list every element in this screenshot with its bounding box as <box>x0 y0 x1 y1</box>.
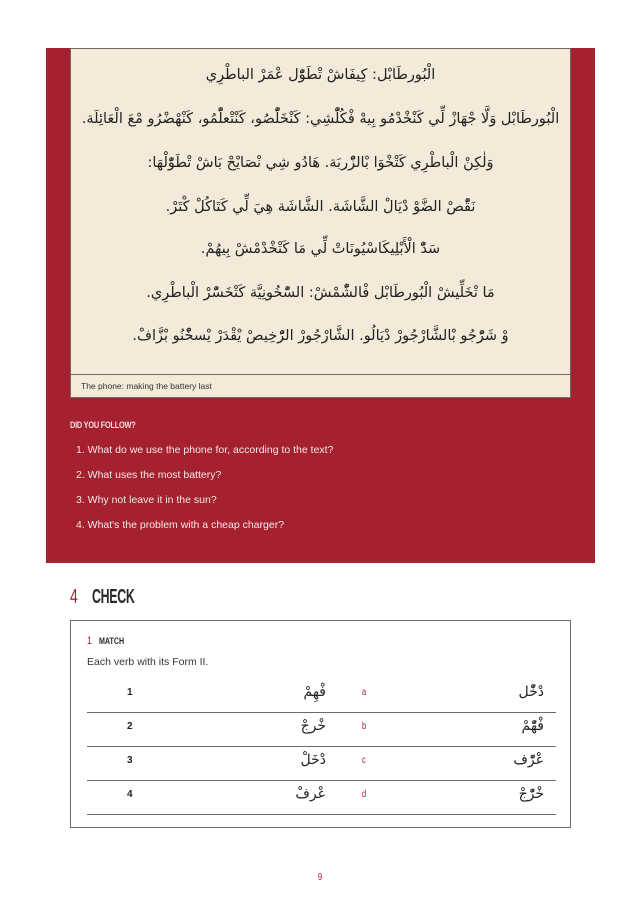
verb-form1: فْهِمْ <box>303 684 326 700</box>
verb-form2: فْهّْمْ <box>521 718 544 734</box>
row-number: 2 <box>127 721 133 732</box>
match-row <box>87 713 556 747</box>
verb-form2: عْرّْف <box>513 752 544 768</box>
reading-card <box>70 48 571 398</box>
exercise-number: 1 <box>87 635 92 647</box>
reading-line: الْبُورطَابْل وَلَّا جْهَازْ لِّي كَنْخْدْمُو بِيهْ فْكُلّْشِي: كَنْخَلّْصُو، كَنْتْعلّْمُو، كَنْهْضْرُو مْعَ الْعَائِلَة. <box>81 111 560 127</box>
option-letter: d <box>362 789 367 800</box>
verb-form1: دْخَلْ <box>300 752 326 768</box>
reading-line: نَقّْصْ الضَّوْ دْيَالْ الشَّاشَة. الشَّاشَة هِيَ لِّي كَتَاكُلْ كْتَرْ. <box>165 199 476 215</box>
match-row <box>87 679 556 713</box>
question-item: 3. Why not leave it in the sun? <box>76 494 217 506</box>
verb-form1: عْرفْ <box>295 786 326 802</box>
match-exercise-box <box>70 620 571 828</box>
did-you-follow-heading: DID YOU FOLLOW? <box>70 420 136 430</box>
row-number: 3 <box>127 755 133 766</box>
row-number: 1 <box>127 687 133 698</box>
section-title: CHECK <box>92 586 135 608</box>
reading-title: الْبُورطَابْل: كِيفَاشْ تْطَوّْل عْمَرْ الباطْرِي <box>205 67 436 83</box>
reading-line: وْ شَرّْجُو بْالشَّارْجُورْ دْيَالُو. الشَّارْجُورْ الرّْخِيصْ يْقْدَرْ يْسخّْنُو بْزَّافْ. <box>132 328 509 344</box>
reading-caption: The phone: making the battery last <box>71 374 570 397</box>
verb-form1: خْرجْ <box>300 718 326 734</box>
match-row <box>87 781 556 815</box>
option-letter: b <box>362 721 367 732</box>
page-number: 9 <box>317 872 323 883</box>
verb-form2: خْرّْجْ <box>518 786 544 802</box>
row-number: 4 <box>127 789 133 800</box>
question-item: 2. What uses the most battery? <box>76 469 222 481</box>
exercise-title: MATCH <box>99 636 125 647</box>
question-item: 4. What's the problem with a cheap charger? <box>76 519 285 531</box>
section-number: 4 <box>70 586 78 608</box>
exercise-instruction: Each verb with its Form II. <box>87 656 209 668</box>
reading-line: وَلٰكِنْ الْباطْرِي كَتْخْوَا بْالزّْربَة. هَادُو شِي نْصَايْحْ بَاشْ تْطَوّْلْهَا: <box>147 155 494 171</box>
verb-form2: دْخّْل <box>518 684 544 700</box>
question-item: 1. What do we use the phone for, according to the text? <box>76 444 334 456</box>
option-letter: c <box>362 755 366 766</box>
reading-line: مَا تْخَلِّيشْ الْبُورطَابْل فْالشّْمْشْ: السّْخُونِيَّة كَتْخَسّْرْ الْباطْرِي. <box>146 285 495 301</box>
match-row <box>87 747 556 781</box>
reading-line: سَدّْ الْأَبْلِيكَاسْيُونَاتْ لِّي مَا كَتْخْدْمْشْ بِيهُمْ. <box>200 241 441 257</box>
option-letter: a <box>362 687 367 698</box>
reading-text <box>71 49 570 376</box>
